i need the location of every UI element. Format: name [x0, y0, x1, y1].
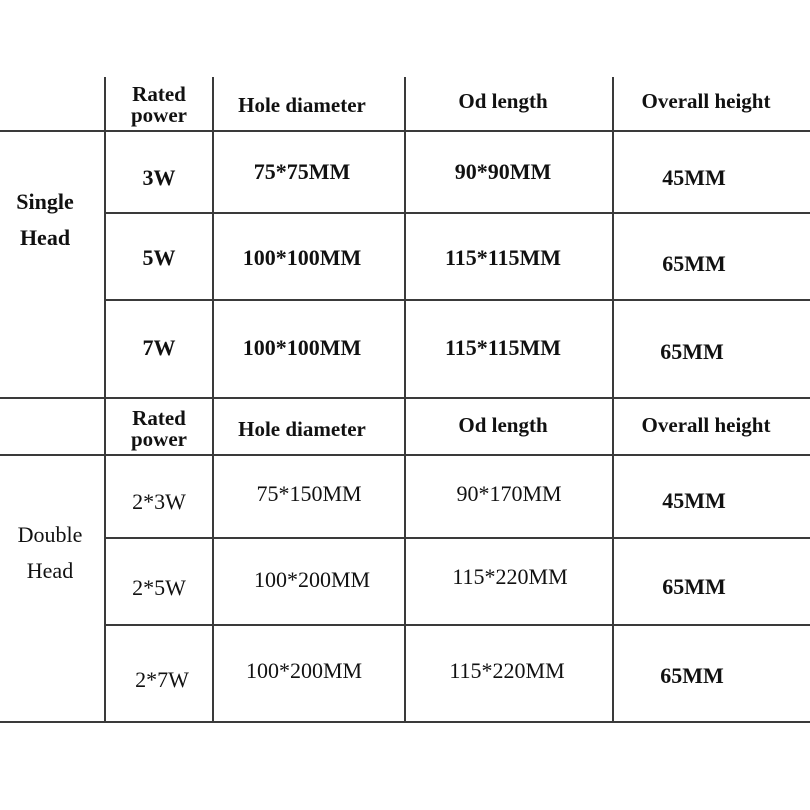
table-line — [105, 299, 810, 301]
double-row1-hole: 75*150MM — [256, 481, 362, 506]
group-label-double-head — [0, 478, 100, 628]
single-row3-hole: 100*100MM — [242, 335, 362, 360]
header-hole-diameter: Hole diameter — [238, 416, 366, 441]
header-rated-power-line2: power — [131, 103, 187, 127]
table-line — [105, 212, 810, 214]
header-od-length: Od length — [458, 88, 548, 113]
double-row3-power: 2*7W — [135, 667, 189, 692]
single-row1-hole: 75*75MM — [253, 159, 351, 184]
double-row3-hole: 100*200MM — [245, 658, 363, 683]
double-row2-power: 2*5W — [132, 575, 186, 600]
header-od-length: Od length — [458, 412, 548, 437]
header-overall-height: Overall height — [641, 88, 771, 113]
double-row3-od: 115*220MM — [449, 658, 565, 683]
header-rated-power — [106, 404, 212, 454]
table-line — [105, 537, 810, 539]
single-row3-od: 115*115MM — [444, 335, 562, 360]
single-row1-od: 90*90MM — [454, 159, 552, 184]
single-row3-height: 65MM — [660, 339, 724, 364]
group-label-line1: Double — [17, 522, 83, 547]
double-row2-hole: 100*200MM — [253, 567, 371, 592]
header-rated-power-line2: power — [131, 427, 187, 451]
single-row2-height: 65MM — [662, 251, 726, 276]
double-row1-power: 2*3W — [132, 489, 186, 514]
double-row2-height: 65MM — [662, 574, 726, 599]
single-row2-hole: 100*100MM — [242, 245, 362, 270]
double-row3-height: 65MM — [660, 663, 724, 688]
group-label-line1: Single — [16, 189, 74, 214]
double-row1-od: 90*170MM — [456, 481, 562, 506]
table-line — [105, 624, 810, 626]
single-row1-height: 45MM — [662, 165, 726, 190]
header-rated-power-line1: Rated — [132, 406, 186, 430]
single-row2-power: 5W — [142, 245, 176, 270]
single-row2-od: 115*115MM — [444, 245, 562, 270]
header-hole-diameter: Hole diameter — [238, 92, 366, 117]
group-label-single-head — [0, 132, 90, 308]
group-label-line2: Head — [26, 558, 74, 583]
single-row3-power: 7W — [142, 335, 176, 360]
double-row1-height: 45MM — [662, 488, 726, 513]
single-row1-power: 3W — [142, 165, 176, 190]
header-overall-height: Overall height — [641, 412, 771, 437]
header-rated-power — [106, 80, 212, 130]
double-row2-od: 115*220MM — [452, 564, 568, 589]
header-rated-power-line1: Rated — [132, 82, 186, 106]
group-label-line2: Head — [19, 225, 71, 250]
